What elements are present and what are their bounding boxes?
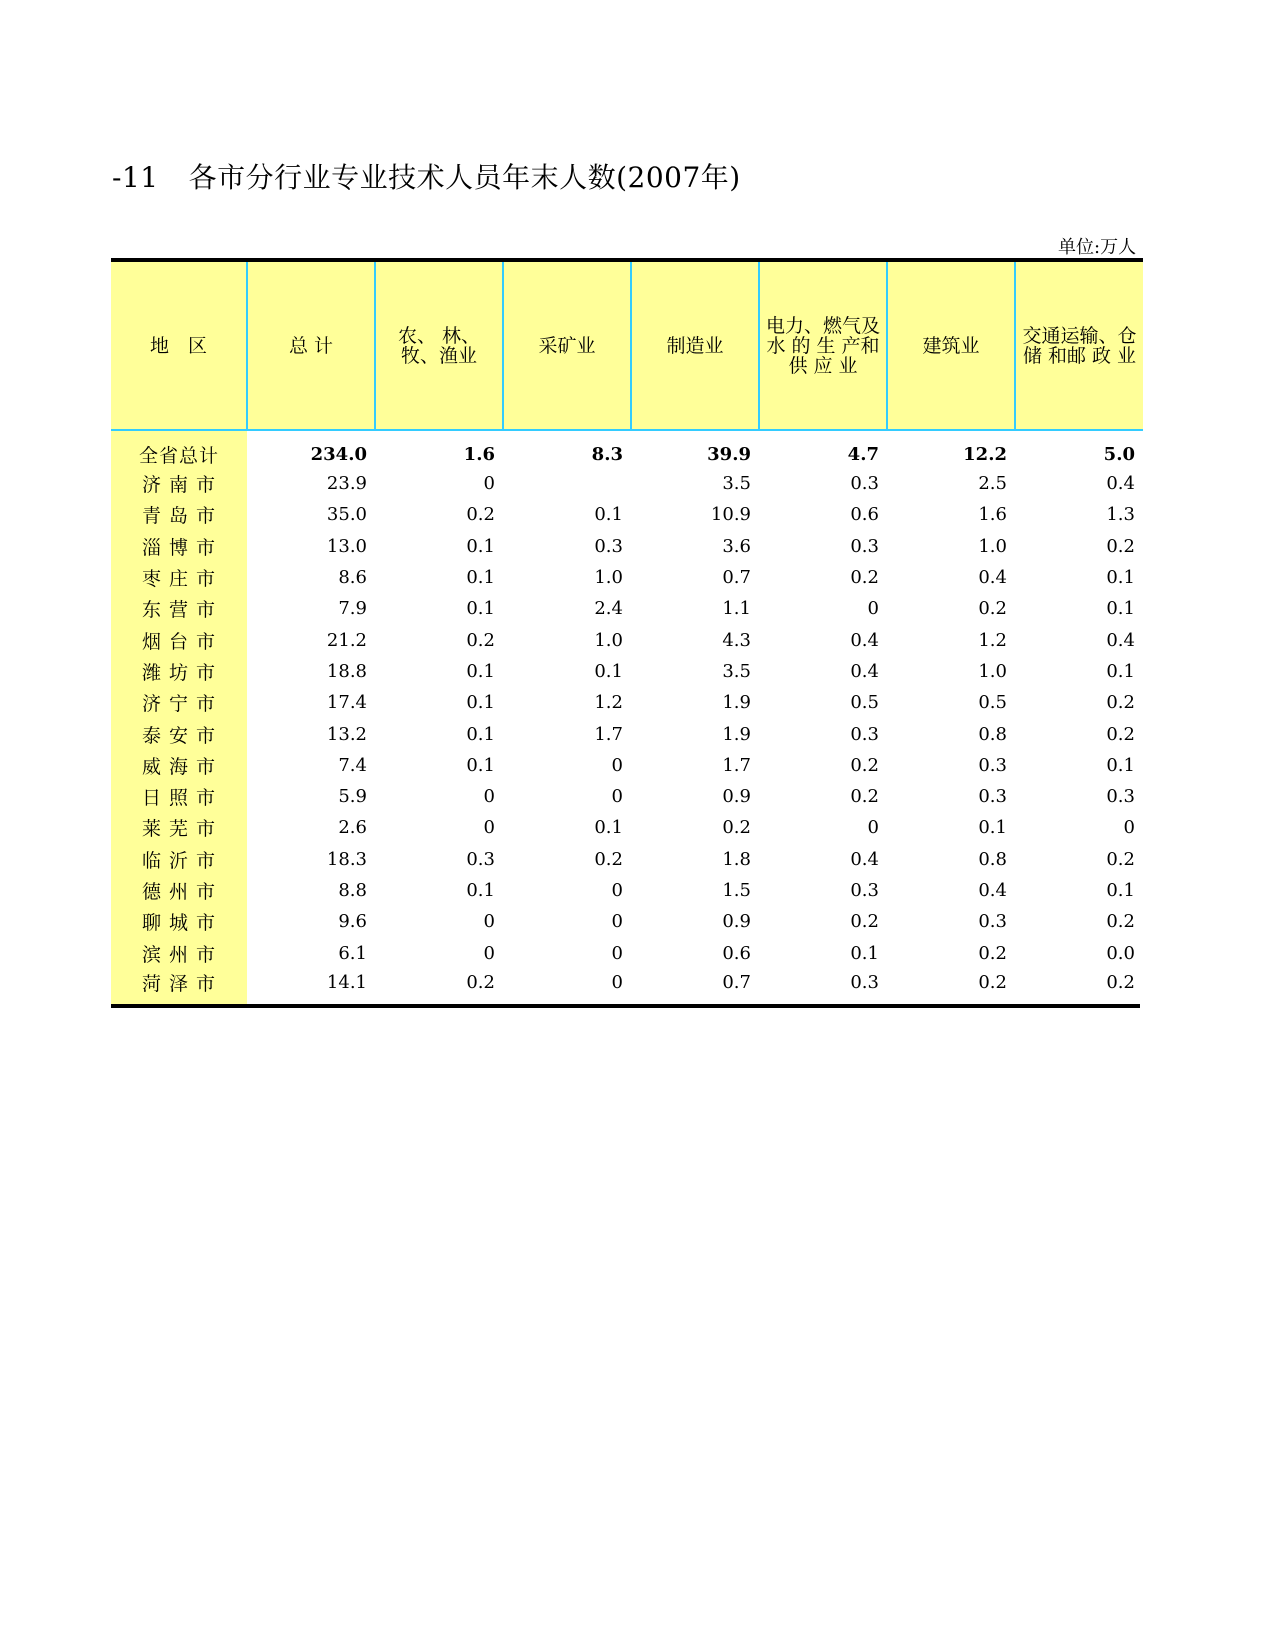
value-cell: 0.0 bbox=[1106, 942, 1135, 964]
header-transport: 交通运输、仓 储 和邮 政 业 bbox=[1015, 260, 1143, 430]
value-cell: 18.3 bbox=[326, 848, 367, 870]
value-cell: 3.5 bbox=[722, 473, 751, 495]
region-cell: 青 岛 市 bbox=[111, 499, 247, 530]
value-cell: 0.2 bbox=[722, 817, 751, 839]
value-cell: 0.1 bbox=[1106, 660, 1135, 682]
header-utilities: 电力、燃气及水 的 生 产和 供 应 业 bbox=[759, 260, 887, 430]
value-cell: 0.2 bbox=[466, 629, 495, 651]
table-body bbox=[111, 430, 1143, 1004]
header-agriculture: 农、 林、牧、渔业 bbox=[375, 260, 503, 430]
value-cell: 0.4 bbox=[850, 629, 879, 651]
value-cell: 0.6 bbox=[850, 504, 879, 526]
value-cell: 0.2 bbox=[850, 567, 879, 589]
value-cell: 0.3 bbox=[850, 880, 879, 901]
value-cell: 0 bbox=[611, 971, 623, 993]
region-cell: 菏 泽 市 bbox=[111, 969, 247, 1004]
value-cell: 0.3 bbox=[978, 754, 1007, 776]
statistics-table bbox=[111, 258, 1143, 1004]
value-cell: 0.2 bbox=[594, 848, 623, 870]
value-cell: 0.3 bbox=[850, 971, 879, 993]
value-cell: 0 bbox=[867, 817, 879, 839]
value-cell: 5.9 bbox=[338, 786, 367, 808]
value-cell bbox=[503, 468, 631, 499]
value-cell: 7.9 bbox=[338, 598, 367, 620]
value-cell: 0.5 bbox=[850, 692, 879, 714]
value-cell: 0.2 bbox=[850, 911, 879, 933]
value-cell: 1.6 bbox=[978, 504, 1007, 526]
value-cell: 0.4 bbox=[978, 567, 1007, 589]
value-cell: 3.6 bbox=[722, 535, 751, 557]
value-cell: 2.6 bbox=[338, 817, 367, 839]
table-row bbox=[111, 969, 1143, 1004]
value-cell: 0.1 bbox=[466, 880, 495, 901]
value-cell: 0.1 bbox=[466, 598, 495, 620]
table-row bbox=[111, 844, 1143, 875]
value-cell: 0.1 bbox=[850, 942, 879, 964]
table-number: -11 bbox=[112, 161, 159, 194]
value-cell: 1.9 bbox=[722, 723, 751, 745]
value-cell: 39.9 bbox=[707, 444, 751, 465]
value-cell: 0.2 bbox=[1106, 911, 1135, 933]
value-cell: 1.1 bbox=[722, 598, 751, 620]
value-cell: 0.2 bbox=[1106, 535, 1135, 557]
value-cell: 0.1 bbox=[466, 535, 495, 557]
value-cell: 1.0 bbox=[594, 567, 623, 589]
value-cell: 10.9 bbox=[710, 504, 751, 526]
value-cell: 0.7 bbox=[722, 971, 751, 993]
value-cell: 3.5 bbox=[722, 660, 751, 682]
value-cell: 21.2 bbox=[326, 629, 367, 651]
value-cell: 8.8 bbox=[338, 880, 367, 901]
value-cell: 1.0 bbox=[594, 629, 623, 651]
value-cell: 9.6 bbox=[338, 911, 367, 933]
value-cell: 0.1 bbox=[1106, 754, 1135, 776]
region-cell: 东 营 市 bbox=[111, 593, 247, 624]
value-cell: 0 bbox=[483, 817, 495, 839]
value-cell: 0.7 bbox=[722, 567, 751, 589]
value-cell: 0.1 bbox=[466, 723, 495, 745]
value-cell: 0 bbox=[611, 880, 623, 901]
region-cell: 泰 安 市 bbox=[111, 718, 247, 749]
table-row bbox=[111, 687, 1143, 718]
table-bottom-rule bbox=[111, 1004, 1140, 1008]
value-cell: 0.3 bbox=[850, 723, 879, 745]
value-cell: 0.3 bbox=[850, 535, 879, 557]
value-cell: 17.4 bbox=[326, 692, 367, 714]
value-cell: 0.4 bbox=[978, 880, 1007, 901]
table-row-total bbox=[111, 430, 1143, 468]
region-cell: 德 州 市 bbox=[111, 875, 247, 906]
value-cell: 0.1 bbox=[1106, 598, 1135, 620]
value-cell: 1.8 bbox=[722, 848, 751, 870]
table-row bbox=[111, 656, 1143, 687]
value-cell: 0.2 bbox=[466, 504, 495, 526]
table-row bbox=[111, 750, 1143, 781]
value-cell: 8.6 bbox=[338, 567, 367, 589]
value-cell: 13.2 bbox=[326, 723, 367, 745]
value-cell: 1.5 bbox=[722, 880, 751, 901]
value-cell: 0.3 bbox=[850, 473, 879, 495]
value-cell: 2.4 bbox=[594, 598, 623, 620]
value-cell: 0.2 bbox=[466, 971, 495, 993]
table-row bbox=[111, 937, 1143, 968]
value-cell: 2.5 bbox=[978, 473, 1007, 495]
value-cell: 0.9 bbox=[722, 786, 751, 808]
value-cell: 23.9 bbox=[326, 473, 367, 495]
value-cell: 0.1 bbox=[594, 817, 623, 839]
value-cell: 0.3 bbox=[594, 535, 623, 557]
region-cell: 枣 庄 市 bbox=[111, 562, 247, 593]
value-cell: 0 bbox=[483, 473, 495, 495]
table-row bbox=[111, 468, 1143, 499]
header-manufacturing: 制造业 bbox=[631, 260, 759, 430]
value-cell: 0.3 bbox=[978, 786, 1007, 808]
value-cell: 0 bbox=[867, 598, 879, 620]
value-cell: 0 bbox=[1123, 817, 1135, 839]
table-row bbox=[111, 562, 1143, 593]
region-cell: 济 宁 市 bbox=[111, 687, 247, 718]
value-cell: 8.3 bbox=[591, 444, 623, 465]
value-cell: 0.2 bbox=[978, 598, 1007, 620]
region-cell: 莱 芜 市 bbox=[111, 812, 247, 843]
value-cell: 0.4 bbox=[850, 660, 879, 682]
value-cell: 0.2 bbox=[850, 786, 879, 808]
table-row bbox=[111, 812, 1143, 843]
region-cell: 济 南 市 bbox=[111, 468, 247, 499]
value-cell: 1.0 bbox=[978, 660, 1007, 682]
value-cell: 0.6 bbox=[722, 942, 751, 964]
region-cell: 威 海 市 bbox=[111, 750, 247, 781]
value-cell: 4.7 bbox=[847, 444, 879, 465]
table-row bbox=[111, 593, 1143, 624]
region-cell: 全省总计 bbox=[111, 430, 247, 468]
value-cell: 0.4 bbox=[850, 848, 879, 870]
value-cell: 0.1 bbox=[466, 660, 495, 682]
value-cell: 0 bbox=[611, 942, 623, 964]
value-cell: 0.2 bbox=[1106, 692, 1135, 714]
value-cell: 14.1 bbox=[326, 971, 367, 993]
region-cell: 滨 州 市 bbox=[111, 937, 247, 968]
value-cell: 0 bbox=[483, 942, 495, 964]
value-cell: 0.2 bbox=[978, 971, 1007, 993]
page-title bbox=[112, 156, 741, 196]
value-cell: 0.1 bbox=[978, 817, 1007, 839]
region-cell: 日 照 市 bbox=[111, 781, 247, 812]
table-row bbox=[111, 531, 1143, 562]
value-cell: 0.3 bbox=[466, 848, 495, 870]
header-total: 总 计 bbox=[247, 260, 375, 430]
region-cell: 聊 城 市 bbox=[111, 906, 247, 937]
value-cell: 0.2 bbox=[850, 754, 879, 776]
value-cell: 0.5 bbox=[978, 692, 1007, 714]
value-cell: 0.1 bbox=[466, 754, 495, 776]
value-cell: 1.3 bbox=[1106, 504, 1135, 526]
value-cell: 0.2 bbox=[1106, 971, 1135, 993]
region-cell: 临 沂 市 bbox=[111, 844, 247, 875]
region-cell: 潍 坊 市 bbox=[111, 656, 247, 687]
table-row bbox=[111, 781, 1143, 812]
value-cell: 0.2 bbox=[1106, 723, 1135, 745]
table-row bbox=[111, 499, 1143, 530]
value-cell: 0 bbox=[611, 786, 623, 808]
table-row bbox=[111, 624, 1143, 655]
table-row bbox=[111, 906, 1143, 937]
value-cell: 1.9 bbox=[722, 692, 751, 714]
value-cell: 0.8 bbox=[978, 848, 1007, 870]
value-cell: 35.0 bbox=[326, 504, 367, 526]
header-mining: 采矿业 bbox=[503, 260, 631, 430]
value-cell: 0.1 bbox=[466, 567, 495, 589]
table-row bbox=[111, 718, 1143, 749]
value-cell: 0 bbox=[483, 786, 495, 808]
header-row bbox=[111, 260, 1143, 430]
value-cell: 0.3 bbox=[1106, 786, 1135, 808]
value-cell: 0.1 bbox=[1106, 880, 1135, 901]
value-cell: 0.8 bbox=[978, 723, 1007, 745]
value-cell: 0.1 bbox=[594, 660, 623, 682]
value-cell: 0.2 bbox=[978, 942, 1007, 964]
value-cell: 0.1 bbox=[1106, 567, 1135, 589]
region-cell: 淄 博 市 bbox=[111, 531, 247, 562]
value-cell: 1.7 bbox=[722, 754, 751, 776]
value-cell: 1.2 bbox=[978, 629, 1007, 651]
value-cell: 234.0 bbox=[310, 444, 367, 465]
value-cell: 12.2 bbox=[963, 444, 1007, 465]
value-cell: 0 bbox=[483, 911, 495, 933]
value-cell: 0 bbox=[611, 911, 623, 933]
value-cell: 7.4 bbox=[338, 754, 367, 776]
value-cell: 0.4 bbox=[1106, 629, 1135, 651]
table-title: 各市分行业专业技术人员年末人数(2007年) bbox=[188, 161, 741, 194]
value-cell: 1.2 bbox=[594, 692, 623, 714]
value-cell: 0.4 bbox=[1106, 473, 1135, 495]
value-cell: 6.1 bbox=[338, 942, 367, 964]
value-cell: 0.1 bbox=[594, 504, 623, 526]
value-cell: 0.2 bbox=[1106, 848, 1135, 870]
value-cell: 18.8 bbox=[326, 660, 367, 682]
value-cell: 1.7 bbox=[594, 723, 623, 745]
value-cell: 4.3 bbox=[722, 629, 751, 651]
value-cell: 13.0 bbox=[326, 535, 367, 557]
value-cell: 0 bbox=[611, 754, 623, 776]
value-cell: 0.9 bbox=[722, 911, 751, 933]
unit-label: 单位:万人 bbox=[1058, 237, 1137, 258]
value-cell: 0.1 bbox=[466, 692, 495, 714]
table-row bbox=[111, 875, 1143, 906]
header-region: 地 区 bbox=[111, 260, 247, 430]
value-cell: 0.3 bbox=[978, 911, 1007, 933]
value-cell: 1.6 bbox=[463, 444, 495, 465]
value-cell: 5.0 bbox=[1103, 444, 1135, 465]
header-construction: 建筑业 bbox=[887, 260, 1015, 430]
value-cell: 1.0 bbox=[978, 535, 1007, 557]
region-cell: 烟 台 市 bbox=[111, 624, 247, 655]
